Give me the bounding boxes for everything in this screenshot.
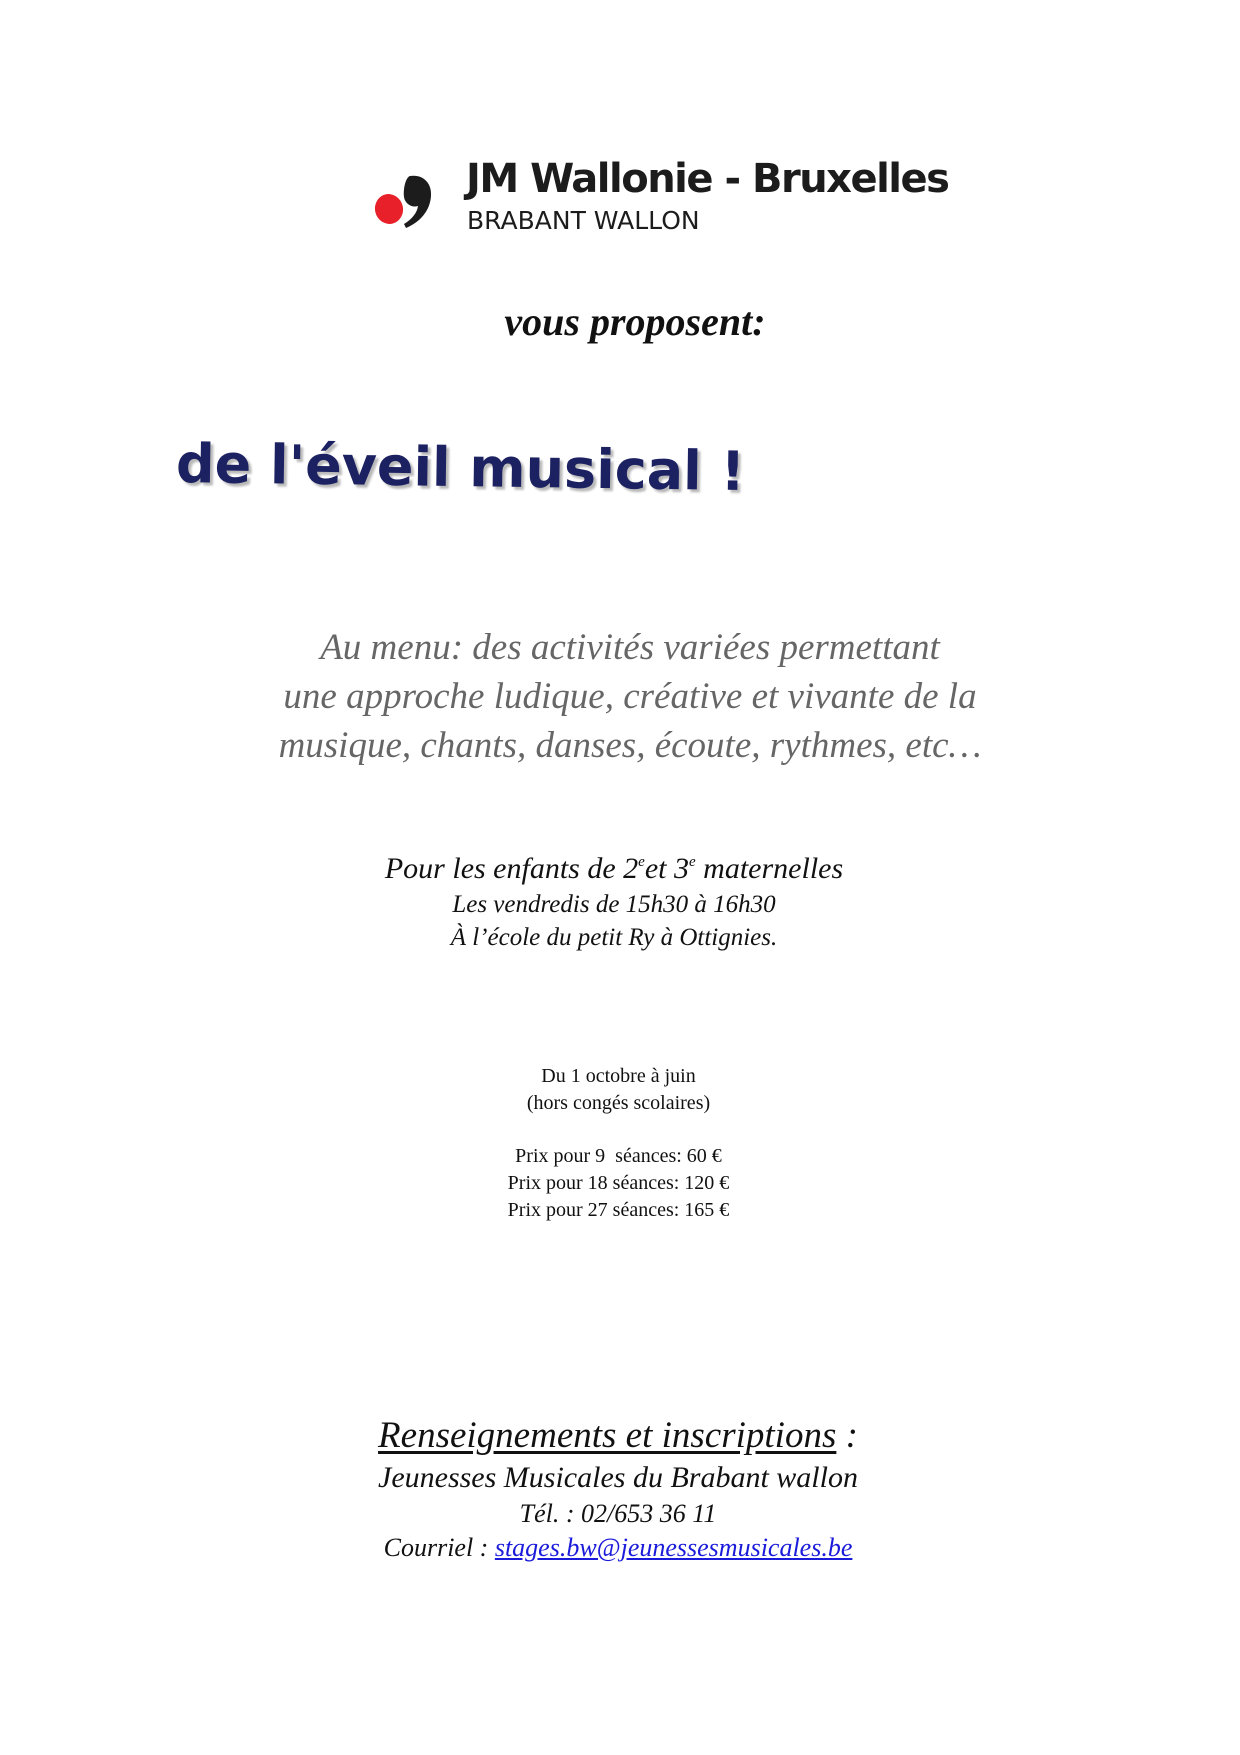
price-line: Prix pour 9 séances: 60 € bbox=[515, 1145, 722, 1167]
menu-description bbox=[0, 623, 1240, 770]
audience-suffix: maternelles bbox=[695, 852, 844, 885]
intro-text: vous proposent: bbox=[504, 299, 766, 344]
contact-email-line bbox=[0, 1531, 1236, 1565]
audience-line bbox=[0, 850, 1228, 888]
ordinal-sup: e bbox=[689, 854, 696, 870]
menu-line: musique, chants, danses, écoute, rythmes, etc… bbox=[278, 725, 982, 766]
schedule-period: Du 1 octobre à juin bbox=[541, 1065, 696, 1087]
contact-block bbox=[0, 1413, 1236, 1565]
contact-title bbox=[0, 1413, 1236, 1459]
price-line: Prix pour 27 séances: 165 € bbox=[507, 1199, 730, 1221]
schedule-note: (hors congés scolaires) bbox=[526, 1092, 711, 1114]
menu-line: Au menu: des activités variées permettant bbox=[320, 627, 940, 668]
logo-title: JM Wallonie - Bruxelles bbox=[466, 156, 949, 202]
audience-time: Les vendredis de 15h30 à 16h30 bbox=[452, 891, 776, 918]
price-line: Prix pour 18 séances: 120 € bbox=[507, 1172, 730, 1194]
contact-title-text: Renseignements et inscriptions bbox=[378, 1415, 837, 1456]
audience-prefix: Pour les enfants de 2 bbox=[384, 852, 639, 885]
logo-subtitle: BRABANT WALLON bbox=[467, 206, 700, 235]
contact-organization: Jeunesses Musicales du Brabant wallon bbox=[378, 1461, 858, 1494]
email-link[interactable]: stages.bw@jeunessesmusicales.be bbox=[494, 1533, 853, 1562]
audience-middle: et 3 bbox=[644, 852, 689, 885]
headline: de l'éveil musical ! bbox=[175, 432, 746, 503]
audience-place: À l’école du petit Ry à Ottignies. bbox=[450, 924, 778, 951]
menu-line: une approche ludique, créative et vivante de la bbox=[283, 676, 977, 717]
jm-logo-icon bbox=[372, 170, 436, 232]
schedule-block bbox=[0, 1063, 1237, 1224]
email-label: Courriel : bbox=[383, 1533, 495, 1562]
audience-details bbox=[0, 850, 1228, 954]
ordinal-sup: e bbox=[638, 854, 645, 870]
contact-title-suffix: : bbox=[836, 1415, 858, 1456]
contact-phone: Tél. : 02/653 36 11 bbox=[519, 1499, 717, 1528]
